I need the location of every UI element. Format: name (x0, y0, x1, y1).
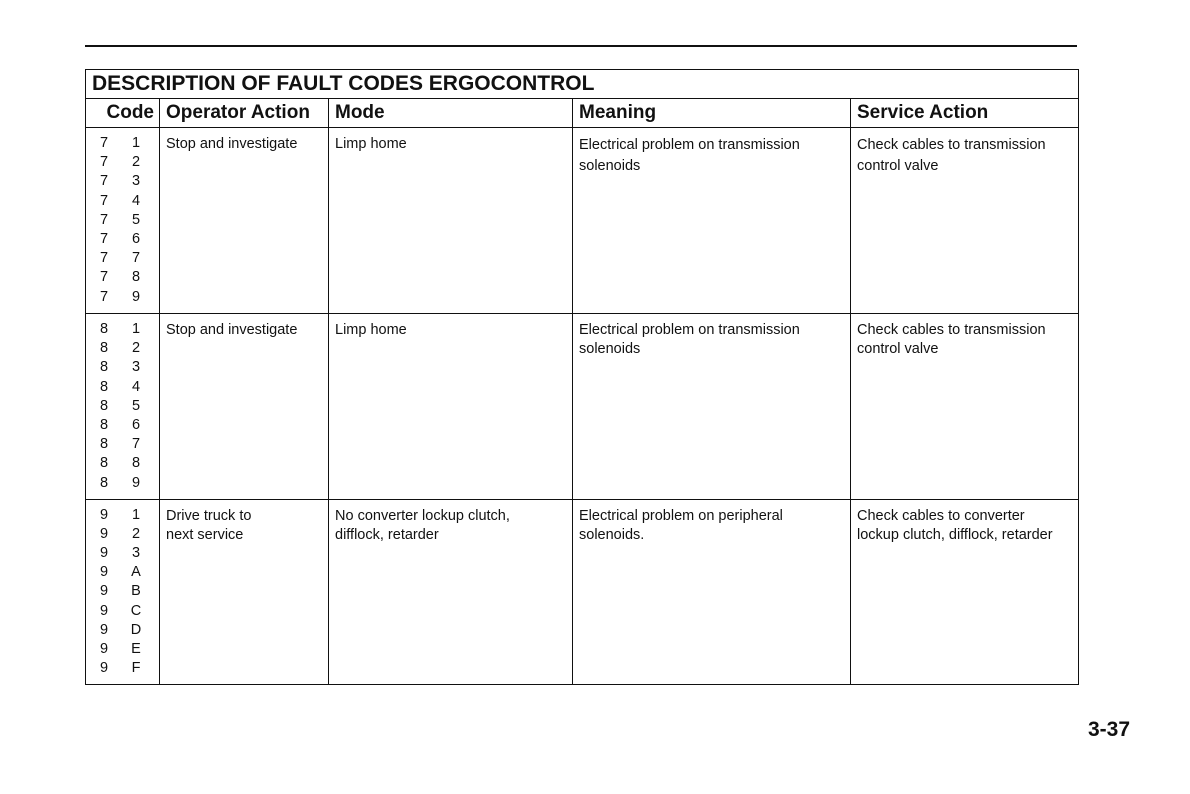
fault-code-first-digit: 9 (99, 506, 109, 523)
table-header-row (86, 99, 1079, 128)
fault-code (86, 268, 159, 287)
fault-code-second-digit: 2 (131, 525, 141, 542)
fault-code (86, 320, 159, 339)
code-cell (86, 128, 160, 314)
fault-code-second-digit: 5 (131, 211, 141, 228)
fault-code-second-digit: 2 (131, 340, 141, 357)
operator-action-cell (160, 314, 329, 500)
header-code: Code (86, 99, 160, 128)
fault-code-second-digit: F (131, 660, 141, 677)
header-mode: Mode (329, 99, 573, 128)
fault-code-first-digit: 9 (99, 583, 109, 600)
fault-code (86, 358, 159, 377)
fault-code-first-digit: 9 (99, 564, 109, 581)
page-number: 3-37 (1087, 718, 1130, 741)
operator-action-text: Stop and investigate (166, 136, 298, 152)
fault-code-second-digit: B (131, 583, 141, 600)
fault-code (86, 339, 159, 358)
fault-code (86, 582, 159, 601)
fault-code-first-digit: 7 (99, 135, 109, 151)
fault-codes-table (85, 69, 1079, 685)
header-service-action: Service Action (851, 99, 1079, 128)
fault-code-second-digit: 1 (131, 135, 141, 151)
fault-code (86, 416, 159, 435)
fault-code-second-digit: 3 (131, 545, 141, 562)
fault-code (86, 474, 159, 493)
fault-code (86, 659, 159, 678)
fault-code-first-digit: 8 (99, 321, 109, 337)
fault-code-second-digit: 4 (131, 378, 141, 395)
fault-code-first-digit: 8 (99, 359, 109, 376)
fault-code-second-digit: C (130, 602, 142, 619)
fault-code (86, 563, 159, 582)
fault-code (86, 211, 159, 230)
fault-code-second-digit: 2 (131, 154, 141, 171)
meaning-text: Electrical problem on transmission solenoids (579, 322, 800, 358)
table-row (86, 314, 1079, 500)
fault-code-first-digit: 8 (99, 455, 109, 472)
fault-code (86, 544, 159, 563)
fault-code-second-digit: A (131, 564, 141, 581)
operator-action-text: Drive truck to next service (166, 507, 252, 543)
code-cell (86, 499, 160, 685)
fault-code-first-digit: 8 (99, 378, 109, 395)
fault-code-first-digit: 9 (99, 602, 109, 619)
fault-code-first-digit: 8 (99, 474, 109, 491)
fault-code-first-digit: 7 (99, 154, 109, 171)
fault-code (86, 602, 159, 621)
code-cell (86, 314, 160, 500)
fault-code (86, 397, 159, 416)
fault-code (86, 525, 159, 544)
operator-action-cell (160, 128, 329, 314)
fault-code-first-digit: 7 (99, 211, 109, 228)
mode-cell (329, 314, 573, 500)
service-action-text: Check cables to transmission control valve (857, 137, 1046, 174)
service-action-cell (851, 499, 1079, 685)
fault-code-first-digit: 9 (99, 660, 109, 677)
mode-text: Limp home (335, 322, 407, 338)
fault-code (86, 230, 159, 249)
fault-code-first-digit: 7 (99, 288, 109, 305)
fault-code-second-digit: 8 (131, 455, 141, 472)
fault-code-second-digit: 6 (131, 416, 141, 433)
fault-code-second-digit: 5 (131, 397, 141, 414)
service-action-text: Check cables to converter lockup clutch, difflock, retarder (857, 507, 1053, 543)
fault-code-second-digit: D (130, 621, 142, 638)
fault-code-first-digit: 7 (99, 192, 109, 209)
fault-code-second-digit: 4 (131, 192, 141, 209)
fault-code (86, 192, 159, 211)
fault-code-first-digit: 8 (99, 397, 109, 414)
fault-code-second-digit: 8 (131, 269, 141, 286)
fault-code-second-digit: 3 (131, 359, 141, 376)
mode-cell (329, 128, 573, 314)
fault-code-first-digit: 7 (99, 173, 109, 190)
fault-code-first-digit: 9 (99, 641, 109, 657)
fault-code-first-digit: 9 (99, 545, 109, 562)
service-action-cell (851, 128, 1079, 314)
meaning-cell (573, 499, 851, 685)
fault-code-first-digit: 7 (99, 230, 109, 247)
fault-code-second-digit: 9 (131, 288, 141, 305)
fault-code (86, 621, 159, 640)
table-row (86, 128, 1079, 314)
fault-code-second-digit: E (131, 641, 141, 657)
operator-action-text: Stop and investigate (166, 322, 298, 338)
fault-code-first-digit: 8 (99, 436, 109, 453)
fault-code (86, 249, 159, 268)
fault-code-second-digit: 7 (131, 436, 141, 453)
fault-code-second-digit: 9 (131, 474, 141, 491)
fault-code (86, 153, 159, 172)
table-title: DESCRIPTION OF FAULT CODES ERGOCONTROL (86, 70, 1079, 99)
fault-code (86, 288, 159, 307)
fault-code-second-digit: 1 (131, 506, 141, 523)
fault-code (86, 378, 159, 397)
fault-code-first-digit: 8 (99, 340, 109, 357)
fault-code (86, 454, 159, 473)
fault-code (86, 506, 159, 525)
mode-text: No converter lockup clutch, difflock, retarder (335, 507, 510, 543)
fault-code (86, 640, 159, 659)
header-operator-action: Operator Action (160, 99, 329, 128)
fault-code-first-digit: 7 (99, 269, 109, 286)
header-meaning: Meaning (573, 99, 851, 128)
mode-text: Limp home (335, 136, 407, 152)
fault-code-second-digit: 7 (131, 250, 141, 267)
fault-code (86, 435, 159, 454)
fault-code (86, 134, 159, 153)
meaning-cell (573, 314, 851, 500)
fault-code-second-digit: 3 (131, 173, 141, 190)
fault-code-first-digit: 9 (99, 525, 109, 542)
fault-code-second-digit: 6 (131, 230, 141, 247)
fault-code-first-digit: 8 (99, 416, 109, 433)
fault-code-first-digit: 9 (99, 621, 109, 638)
mode-cell (329, 499, 573, 685)
meaning-text: Electrical problem on peripheral solenoids. (579, 507, 783, 543)
fault-code-second-digit: 1 (131, 321, 141, 337)
service-action-text: Check cables to transmission control valve (857, 322, 1046, 358)
meaning-text: Electrical problem on transmission solenoids (579, 137, 800, 174)
service-action-cell (851, 314, 1079, 500)
table-row (86, 499, 1079, 685)
top-rule (85, 45, 1077, 47)
fault-code-first-digit: 7 (99, 250, 109, 267)
meaning-cell (573, 128, 851, 314)
fault-code (86, 172, 159, 191)
operator-action-cell (160, 499, 329, 685)
